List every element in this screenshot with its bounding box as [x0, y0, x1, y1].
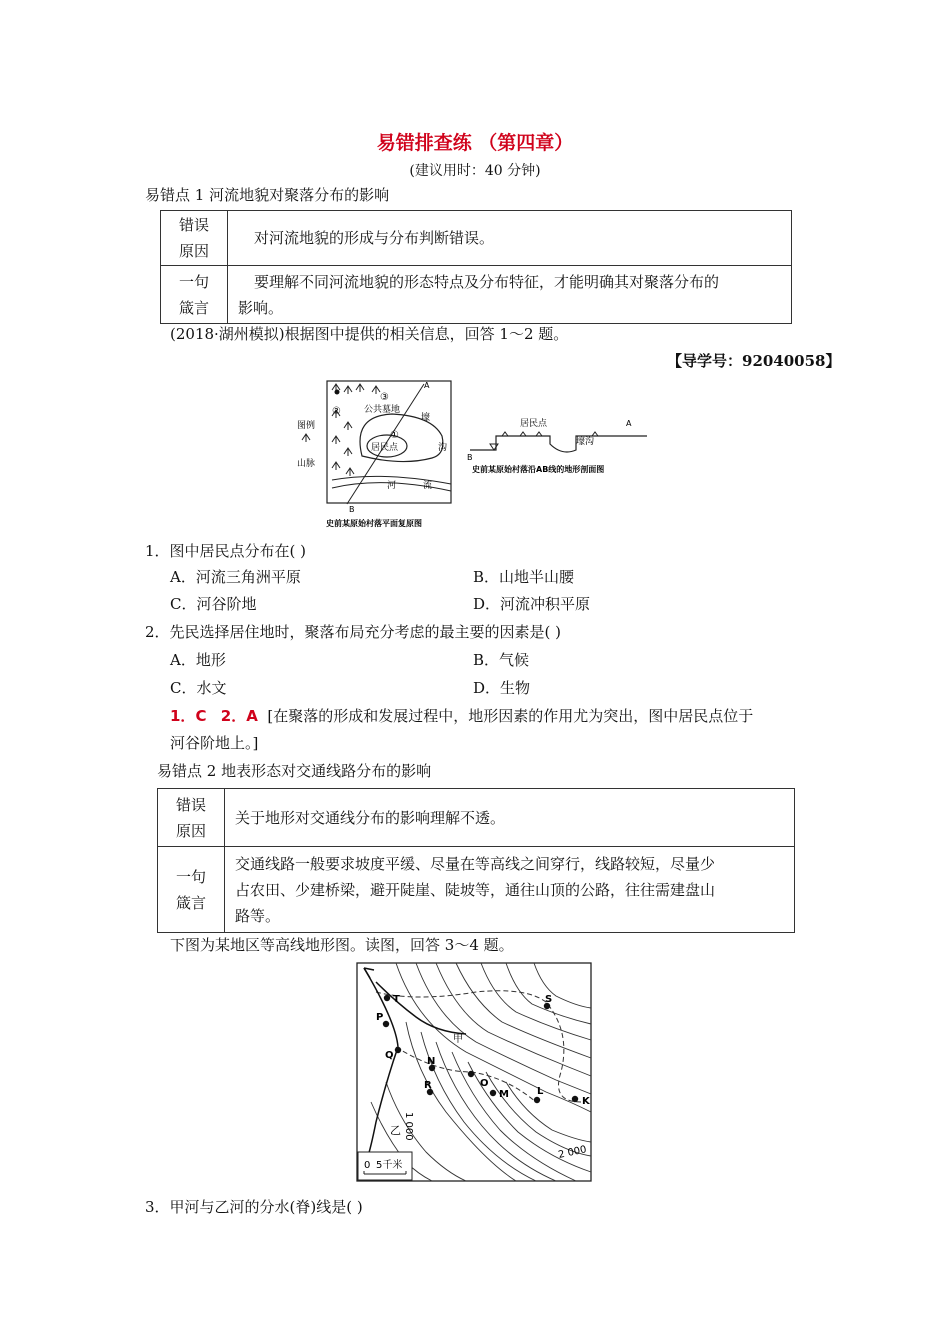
q1-stem: 1．图中居民点分布在( ) — [145, 542, 307, 560]
plan-caption: 史前某原始村落平面复原图 — [326, 519, 422, 528]
profile-figure — [462, 410, 662, 478]
point-R: R — [424, 1080, 432, 1091]
guide-number: 【导学号：92040058】 — [667, 352, 841, 370]
q1-option-b: B．山地半山腰 — [473, 568, 575, 586]
q2-option-b: B．气候 — [473, 651, 530, 669]
intro-1-2: (2018·湖州模拟)根据图中提供的相关信息，回答 1～2 题。 — [170, 325, 569, 343]
page-title: 易错排查练 （第四章） — [376, 132, 574, 154]
site-1-dot — [335, 390, 340, 395]
contour-map-figure — [356, 962, 592, 1182]
cemetery-label: 公共墓地 — [364, 405, 401, 415]
num-1: ① — [390, 430, 399, 441]
advice-text: 要理解不同河流地貌的形态特点及分布特征，才能明确其对聚落分布的 影响。 — [228, 266, 792, 324]
moat-label-2: 沟 — [438, 443, 448, 453]
point-O: O — [480, 1078, 489, 1089]
profile-moat-label: 壕沟 — [576, 437, 595, 447]
legend-mountain-icon — [302, 434, 310, 442]
advice2-label: 一句 箴言 — [158, 847, 225, 933]
moat-label-1: 壕 — [421, 413, 431, 423]
water-symbol — [490, 444, 498, 450]
river-label-2: 流 — [423, 481, 433, 491]
cause-text: 对河流地貌的形成与分布判断错误。 — [228, 211, 792, 266]
answer-explain-1: [在聚落的形成和发展过程中，地形因素的作用尤为突出，图中居民点位于 — [267, 707, 754, 725]
answer-2: A — [246, 707, 258, 725]
profile-mountain-icons — [502, 432, 598, 436]
dashed-route — [376, 991, 581, 1102]
point2-table — [157, 788, 795, 933]
profile-label-A: A — [626, 419, 632, 428]
cause2-label: 错误 原因 — [158, 789, 225, 847]
cause2-text: 关于地形对交通线分布的影响理解不透。 — [225, 789, 795, 847]
profile-caption: 史前某原始村落沿AB线的地形剖面图 — [472, 465, 605, 474]
answer-explain-2: 河谷阶地上。] — [170, 734, 259, 752]
mountain-symbols — [332, 384, 380, 476]
q1-option-d: D．河流冲积平原 — [473, 595, 591, 613]
point-N: N — [427, 1056, 436, 1067]
contour-2000-label: 2 000 — [557, 1144, 588, 1161]
river-jia — [376, 982, 466, 1034]
cause-label: 错误 原因 — [161, 211, 228, 266]
point-Q: Q — [385, 1050, 394, 1061]
legend-label-2: 山脉 — [297, 459, 316, 469]
num-3: ③ — [380, 392, 389, 403]
contour-lines — [371, 963, 591, 1181]
point1-heading: 易错点 1 河流地貌对聚落分布的影响 — [145, 186, 390, 204]
river-arrow-icon — [364, 968, 374, 978]
page-subtitle: (建议用时：40 分钟) — [409, 163, 541, 179]
num-2: ② — [332, 406, 341, 417]
q2-stem: 2．先民选择居住地时，聚落布局充分考虑的最主要的因素是( ) — [145, 623, 562, 641]
scale-zero: 0 — [364, 1160, 371, 1171]
label-B: B — [349, 505, 355, 514]
point-P: P — [376, 1012, 384, 1023]
answer-1-2: 1．C 2．A [在聚落的形成和发展过程中，地形因素的作用尤为突出，图中居民点位于 — [170, 707, 754, 725]
q2-option-c: C．水文 — [170, 679, 227, 697]
label-A: A — [424, 381, 430, 390]
point-M: M — [499, 1089, 509, 1100]
river-yi-label: 乙 — [390, 1124, 401, 1137]
village-plan-figure — [292, 376, 468, 530]
settlement-label: 居民点 — [371, 443, 399, 453]
advice2-text: 交通线路一般要求坡度平缓、尽量在等高线之间穿行，线路较短，尽量少 占农田、少建桥梁，避开陡崖、陡坡等，通往山顶的公路，往往需建盘山 路等。 — [225, 847, 795, 933]
river-label-1: 河 — [387, 481, 397, 491]
advice-label: 一句 箴言 — [161, 266, 228, 324]
legend-label-1: 图例 — [297, 421, 316, 431]
q2-option-d: D．生物 — [473, 679, 531, 697]
point-L: L — [537, 1086, 544, 1097]
point-K: K — [582, 1096, 590, 1107]
q1-option-a: A．河流三角洲平原 — [170, 568, 301, 586]
profile-label-B: B — [467, 453, 473, 462]
point2-heading: 易错点 2 地表形态对交通线路分布的影响 — [157, 762, 432, 780]
answer-1: C — [195, 707, 207, 725]
contour-1000-label: 1 000 — [403, 1112, 414, 1141]
river-jia-label: 甲 — [453, 1034, 463, 1045]
point1-table — [160, 210, 792, 324]
intro-3-4: 下图为某地区等高线地形图。读图，回答 3～4 题。 — [170, 936, 514, 954]
q3-stem: 3．甲河与乙河的分水(脊)线是( ) — [145, 1198, 363, 1216]
q2-option-a: A．地形 — [170, 651, 226, 669]
q1-option-c: C．河谷阶地 — [170, 595, 257, 613]
point-S: S — [545, 994, 553, 1005]
profile-settlement-label: 居民点 — [520, 419, 548, 429]
point-T: T — [393, 994, 400, 1005]
scale-five: 5千米 — [376, 1160, 403, 1171]
